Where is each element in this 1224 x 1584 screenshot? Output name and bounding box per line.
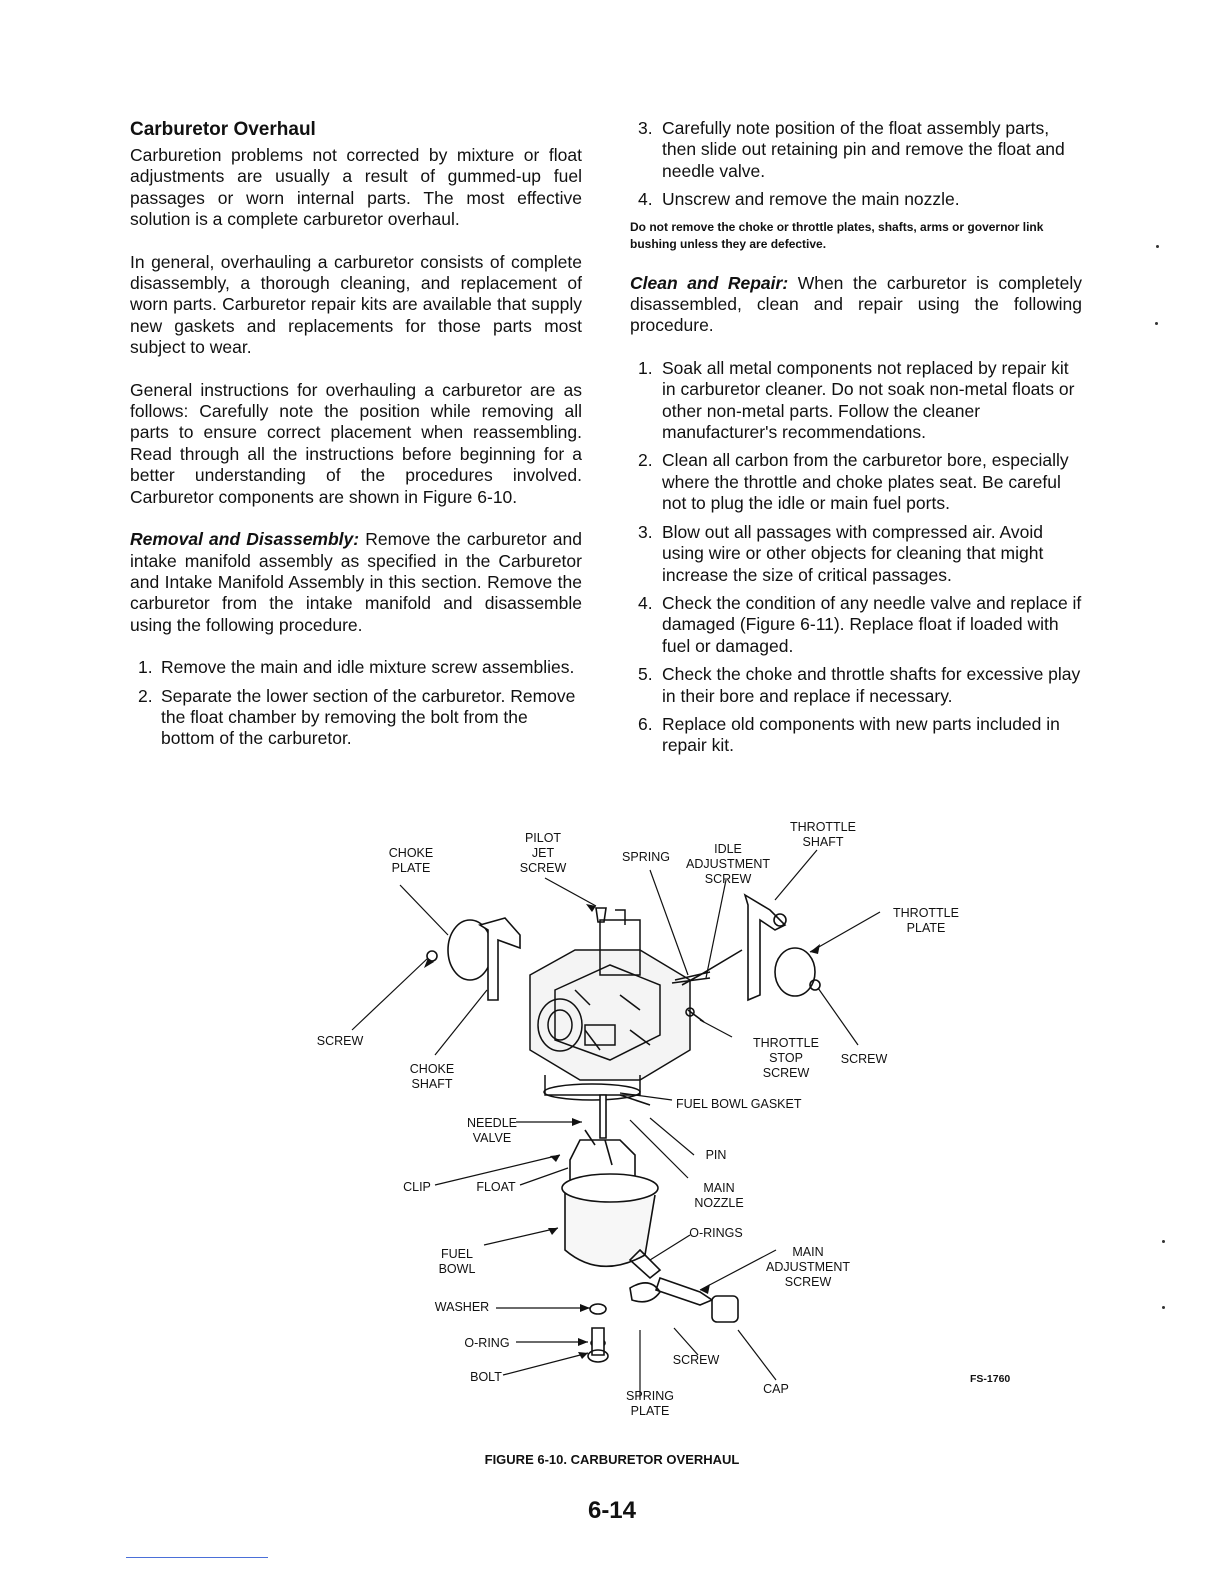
step-number: 3. [638, 118, 653, 138]
label-screw: SCREW [840, 1052, 888, 1066]
list-item [630, 593, 1082, 657]
label-main-nozzle: MAIN NOZZLE [694, 1181, 744, 1210]
step-number: 4. [638, 592, 653, 613]
label-choke-plate: CHOKE PLATE [388, 846, 434, 875]
step-text: Replace old components with new parts included in repair kit. [662, 713, 1060, 756]
label-screw: SCREW [672, 1353, 720, 1367]
list-item [630, 118, 1082, 182]
label-fuel-bowl: FUEL BOWL [438, 1247, 476, 1276]
choke-assembly [427, 918, 520, 1000]
paragraph: In general, overhauling a carburetor consists of complete disassembly, a thorough cleaning, and replacement of worn parts. Carburetor repair kits are available that supply new gaskets and replacements for those parts most subject to wear. [130, 251, 582, 358]
label-o-ring: O-RING [464, 1336, 510, 1350]
list-item [630, 664, 1082, 707]
figure-caption: FIGURE 6-10. CARBURETOR OVERHAUL [484, 1452, 740, 1467]
list-item [630, 522, 1082, 586]
throttle-assembly [682, 895, 820, 1000]
label-choke-shaft: CHOKE SHAFT [409, 1062, 455, 1091]
step-number: 2. [638, 450, 653, 471]
step-text: Unscrew and remove the main nozzle. [662, 189, 960, 210]
step-text: Blow out all passages with compressed air. Avoid using wire or other objects for cleaning that might increase the size of critical passages. [662, 521, 1044, 585]
list-item [630, 450, 1082, 514]
step-number: 1. [138, 657, 153, 678]
label-float: FLOAT [476, 1180, 516, 1194]
label-o-rings: O-RINGS [689, 1226, 743, 1240]
label-spring-plate: SPRING PLATE [626, 1389, 674, 1418]
left-column [130, 118, 582, 770]
clean-paragraph [630, 273, 1082, 337]
scan-speck [1162, 1306, 1165, 1309]
removal-text: Remove the carburetor and intake manifold assembly as specified in the Carburetor and Intake Manifold Assembly in this section. Remove the carburetor from the intake manifold and disassemble using the following procedure. [130, 529, 582, 635]
step-text: Soak all metal components not replaced by repair kit in carburetor cleaner. Do not soak non-metal floats or other non-metal parts. Follow the cleaner manufacturer's recommendations. [662, 357, 1075, 443]
paragraph: General instructions for overhauling a carburetor are as follows: Carefully note the position while removing all parts to ensure correct placement when reassembling. Read through all the instructions before beginning for a better understanding of the procedures involved. Carburetor components are shown in Figure 6-10. [130, 379, 582, 507]
paragraph: Carburetion problems not corrected by mixture or float adjustments are usually a result of gummed-up fuel passages or worn internal parts. The most effective solution is a complete carburetor overhaul. [130, 145, 582, 230]
removal-runin: Removal and Disassembly: [130, 529, 360, 550]
step-number: 2. [138, 685, 153, 706]
step-text: Separate the lower section of the carburetor. Remove the float chamber by removing the bolt from the bottom of the carburetor. [161, 685, 576, 749]
label-fuel-bowl-gasket: FUEL BOWL GASKET [676, 1097, 802, 1111]
step-number: 4. [638, 189, 653, 210]
section-title: Carburetor Overhaul [130, 119, 316, 140]
caution-note: Do not remove the choke or throttle plates, shafts, arms or governor link bushing unless they are defective. [630, 219, 1044, 251]
scan-speck [1156, 245, 1159, 248]
list-item [630, 189, 1082, 210]
right-column [630, 118, 1082, 777]
page-number: 6-14 [587, 1497, 637, 1524]
step-number: 6. [638, 713, 653, 734]
label-throttle-plate: THROTTLE PLATE [893, 906, 959, 935]
list-item [130, 657, 582, 678]
step-number: 1. [638, 357, 653, 378]
step-text: Check the condition of any needle valve and replace if damaged (Figure 6-11). Replace float if loaded with fuel or damaged. [662, 592, 1082, 656]
fuel-bowl [562, 1174, 660, 1278]
bolt-stack [588, 1304, 608, 1362]
list-item [130, 686, 582, 750]
step-text: Check the choke and throttle shafts for excessive play in their bore and replace if necessary. [662, 664, 1081, 706]
label-cap: CAP [763, 1382, 789, 1396]
clean-runin: Clean and Repair: [630, 272, 789, 293]
label-screw: SCREW [316, 1034, 364, 1048]
figure-id: FS-1760 [970, 1373, 1011, 1385]
clean-text: When the carburetor is completely disassembled, clean and repair using the following procedure. [630, 272, 1082, 336]
step-text: Carefully note position of the float assembly parts, then slide out retaining pin and remove the float and needle valve. [662, 118, 1065, 181]
scan-speck [1162, 1240, 1165, 1243]
list-item [630, 358, 1082, 444]
label-spring: SPRING [622, 850, 670, 864]
step-number: 5. [638, 664, 653, 685]
step-text: Remove the main and idle mixture screw assemblies. [161, 657, 575, 678]
step-number: 3. [638, 521, 653, 542]
footer-rule [126, 1557, 268, 1558]
leader-lines [352, 850, 880, 1400]
label-throttle-shaft: THROTTLE SHAFT [790, 820, 856, 849]
scan-speck [1155, 322, 1158, 325]
carburetor-exploded-diagram [0, 800, 1224, 1440]
disassembly-steps-continued [630, 118, 1082, 211]
label-throttle-stop-screw: THROTTLE STOP SCREW [753, 1036, 819, 1080]
list-item [630, 714, 1082, 757]
label-clip: CLIP [403, 1180, 431, 1194]
removal-paragraph [130, 529, 582, 636]
label-idle-adjustment-screw: IDLE ADJUSTMENT SCREW [685, 842, 771, 886]
diagram-drawing [0, 800, 1224, 1440]
label-main-adjustment-screw: MAIN ADJUSTMENT SCREW [765, 1245, 851, 1289]
label-pin: PIN [705, 1148, 727, 1162]
step-text: Clean all carbon from the carburetor bore, especially where the throttle and choke plates seat. Be careful not to plug the idle or main fuel ports. [662, 450, 1069, 514]
label-washer: WASHER [434, 1300, 490, 1314]
clean-steps [630, 358, 1082, 757]
label-needle-valve: NEEDLE VALVE [466, 1116, 518, 1145]
label-bolt: BOLT [470, 1370, 502, 1384]
carburetor-body [530, 910, 690, 1100]
label-pilot-jet-screw: PILOT JET SCREW [519, 831, 567, 875]
main-adjustment [630, 1278, 738, 1322]
disassembly-steps [130, 657, 582, 750]
